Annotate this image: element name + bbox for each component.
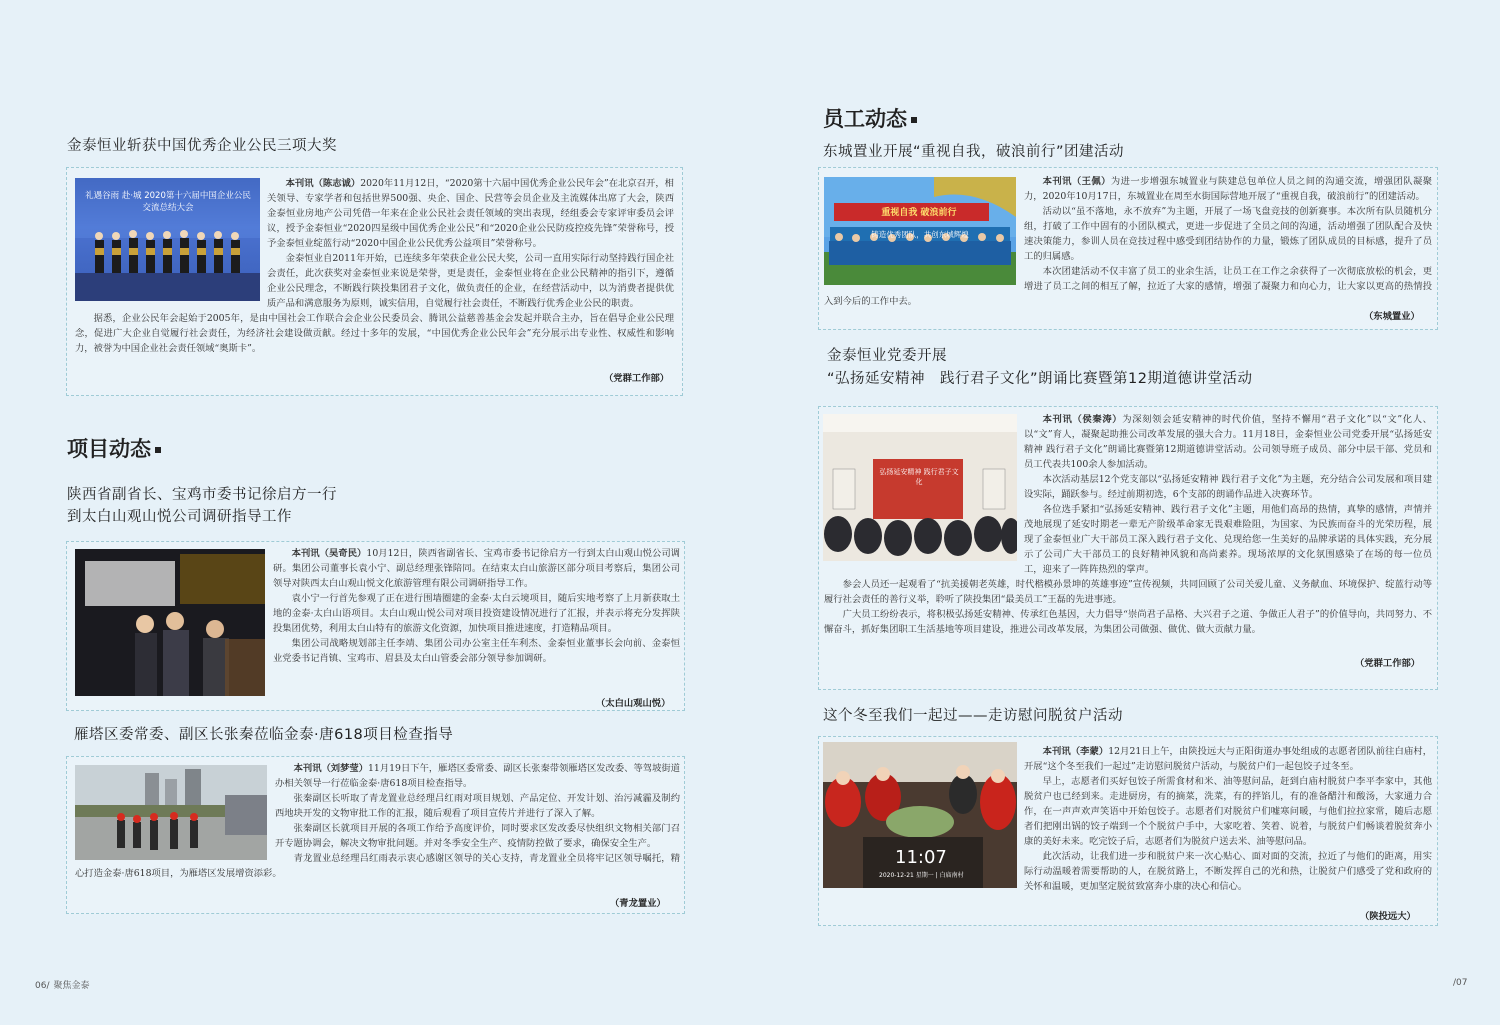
article-title: 雁塔区委常委、副区长张秦莅临金泰·唐618项目检查指导 xyxy=(74,727,454,743)
paragraph: 为进一步增强东城置业与陕建总包单位人员之间的沟通交流，增强团队凝聚力，2020年10月17日，东城置业在周至水街国际营地开展了“重视自我，破浪前行”的团建活动。 xyxy=(1024,176,1432,202)
paragraph: 据悉，企业公民年会起始于2005年，是由中国社会工作联合会企业公民委员会、腾讯公益慈善基金会发起并联合主办，旨在倡导企业公民理念，促进广大企业自觉履行社会责任，为经济社会建设做贡献。经过十多年的发展，“中国优秀企业公民年会”充分展示出专业性、权威性和影响力，被誉为中国企业社会责任领域“奥斯卡”。 xyxy=(75,313,674,354)
paragraph: 11月19日下午，雁塔区委常委、副区长张秦带领雁塔区发改委、等驾坡街道办相关领导一行莅临金泰·唐618项目检查指导。 xyxy=(275,763,680,789)
article-body xyxy=(824,412,1432,672)
square-bullet-icon xyxy=(911,117,917,123)
article-body xyxy=(75,176,674,388)
page-number: /07 xyxy=(1453,978,1468,988)
photo-time-stamp: 11:07 xyxy=(895,847,947,868)
byline: 本刊讯（李蒙） xyxy=(1042,746,1109,757)
article-body xyxy=(75,761,680,911)
byline: 本刊讯（陈志诚） xyxy=(285,178,361,189)
article-body xyxy=(75,546,680,696)
article-body xyxy=(824,174,1432,324)
photo-banner-text: 礼遇谷雨 赴·城 2020第十六届中国企业公民交流总结大会 xyxy=(85,191,251,213)
source-tag: （陕投远大） xyxy=(1360,911,1416,922)
article-body xyxy=(824,744,1432,924)
byline: 本刊讯（王佩） xyxy=(1042,176,1111,187)
paragraph: 此次活动，让我们进一步和脱贫户来一次心贴心、面对面的交流，拉近了与他们的距离，用实际行动温暖着需要帮助的人，在脱贫路上，不断发挥自己的光和热，让脱贫户们感受了党和政府的关怀和温暖，更加坚定脱贫致富奔小康的决心和信心。 xyxy=(1024,851,1432,892)
paragraph: 10月12日，陕西省副省长、宝鸡市委书记徐启方一行到太白山观山悦公司调研。集团公司董事长袁小宁、副总经理张锋陪同。在结束太白山旅游区部分项目考察后，集团公司领导对陕西太白山观山悦文化旅游管理有限公司调研指导工作。 xyxy=(273,548,680,589)
paragraph: 各位选手紧扣“弘扬延安精神、践行君子文化”主题，用他们高昂的热情，真挚的感情，声情并茂地展现了延安时期老一辈无产阶级革命家无畏艰难险阻，为国家、为民族而奋斗的光荣历程，展现了金泰恒业广大干部员工深入践行君子文化、兑现给您一生美好的品牌承诺的具体实践，充分展示了公司广大干部员工的良好精神风貌和高尚素养。现场浓厚的文化氛围感染了在场的每一位员工，迎来了一阵阵热烈的掌声。 xyxy=(1024,504,1432,575)
page-footer xyxy=(35,978,90,991)
paragraph: 张秦副区长听取了青龙置业总经理吕红雨对项目规划、产品定位、开发计划、治污减霾及制约西地块开发的文物审批工作的汇报，随后观看了项目宣传片并进行了深入了解。 xyxy=(275,793,680,819)
photo-banner-subtext: 铸造优秀团队，共创东城辉煌 xyxy=(871,230,969,239)
paragraph: 参会人员还一起观看了“抗美援朝老英雄，时代楷模孙景坤的英雄事迹”宣传视频，共同回顾了公司关爱儿童、义务献血、环境保护、绽蓝行动等履行社会责任的善行义举，聆听了陕投集团“最美员工”王磊的先进事迹。 xyxy=(824,579,1432,605)
source-tag: （党群工作部） xyxy=(1355,658,1421,669)
source-tag: （党群工作部） xyxy=(604,373,670,384)
photo-banner-text: 重视自我 破浪前行 xyxy=(881,208,957,218)
article-title: 这个冬至我们一起过——走访慰问脱贫户活动 xyxy=(823,708,1123,724)
paragraph: 金泰恒业自2011年开始，已连续多年荣获企业公民大奖，公司一直用实际行动坚持践行国企社会责任，此次获奖对金泰恒业来说是荣誉，更是责任，金泰恒业将在企业公民精神的指引下，遵循企业公民理念，不断践行陕投集团君子文化，做负责任的企业，在经营活动中，以为消费者提供优质产品和满意服务为原则，诚实信用，自觉履行社会责任，不断践行优秀企业公民的职责。 xyxy=(267,253,674,309)
article-title-line1: 陕西省副省长、宝鸡市委书记徐启方一行 xyxy=(67,487,337,503)
photo-banner-text: 弘扬延安精神 践行君子文化 xyxy=(879,468,959,486)
source-tag: （太白山观山悦） xyxy=(596,698,671,709)
page-number: 06/ xyxy=(35,981,50,991)
paragraph: 活动以“虽不落地，永不放弃”为主题，开展了一场飞盘竞技的创新赛事。本次所有队员随机分组，打破了工作中固有的小团队模式，更进一步促进了全员之间的沟通，活动增强了团队配合及快速决策能力，参训人员在竞技过程中感受到团结协作的力量，锻炼了团队成员的目标感，提升了员工的归属感。 xyxy=(1024,206,1432,262)
section-title xyxy=(67,433,161,463)
square-bullet-icon xyxy=(155,447,161,453)
paragraph: 张秦副区长就项目开展的各项工作给予高度评价，同时要求区发改委尽快组织文物相关部门召开专题协调会，解决文物审批问题。并对冬季安全生产、疫情防控做了要求，确保安全生产。 xyxy=(275,823,680,849)
article-title: 金泰恒业斩获中国优秀企业公民三项大奖 xyxy=(67,138,337,154)
paragraph: 青龙置业总经理吕红雨表示衷心感谢区领导的关心支持，青龙置业全员将牢记区领导嘱托，精心打造金泰·唐618项目，为雁塔区发展增资添彩。 xyxy=(75,853,680,879)
article-title: 东城置业开展“重视自我，破浪前行”团建活动 xyxy=(823,144,1125,160)
paragraph: 2020年11月12日，“2020第十六届中国优秀企业公民年会”在北京召开，相关领导、专家学者和包括世界500强、央企、国企、民营等会员企业及主流媒体出席了大会，陕西金泰恒业房地产公司凭借一年来在企业公民社会责任领域的突出表现，经组委会专家评审委员会评议，授予金泰恒业“2020四星级中国优秀企业公民”和“2020企业公民防疫控疫先锋”荣誉称号，授予金泰恒业绽蓝行动“2020中国企业公民优秀公益项目”荣誉称号。 xyxy=(267,178,674,249)
photo-date-stamp: 2020-12-21 星期一 | 白庙南村 xyxy=(879,872,964,879)
section-title-text: 项目动态 xyxy=(67,437,151,461)
section-title-text: 员工动态 xyxy=(823,107,907,131)
paragraph: 本次团建活动不仅丰富了员工的业余生活，让员工在工作之余获得了一次彻底放松的机会，更增进了员工之间的相互了解，拉近了大家的感情，增强了凝聚力和向心力，让大家以更高的热情投入到今后的工作中去。 xyxy=(824,266,1432,307)
byline: 本刊讯（吴奇民） xyxy=(291,548,367,559)
right-page xyxy=(750,0,1500,1025)
byline: 本刊讯（侯秦涛） xyxy=(1042,414,1123,425)
footer-label: 聚焦金泰 xyxy=(53,981,90,991)
paragraph: 集团公司战略规划部主任李靖、集团公司办公室主任车利杰、金泰恒业董事长会向前、金泰恒业党委书记肖镇、宝鸡市、眉县及太白山管委会部分领导参加调研。 xyxy=(273,638,680,664)
article-title-line2: “弘扬延安精神 践行君子文化”朗诵比赛暨第12期道德讲堂活动 xyxy=(827,371,1253,387)
byline: 本刊讯（刘梦莹） xyxy=(293,763,368,774)
section-title xyxy=(823,103,917,133)
paragraph: 广大员工纷纷表示，将积极弘扬延安精神、传承红色基因，大力倡导“崇尚君子品格、大兴君子之道、争做正人君子”的价值导向，共同努力、不懈奋斗，抓好集团职工生活基地等项目建设，推进公司改革发展，为集团公司做强、做优、做大贡献力量。 xyxy=(824,609,1432,635)
paragraph: 袁小宁一行首先参观了正在进行围墙圈建的金泰·太白云境项目，随后实地考察了上月新获取土地的金泰·太白山语项目。太白山观山悦公司对项目投资建设情况进行了汇报，并表示将充分发挥陕投集团优势，利用太白山特有的旅游文化资源，加快项目推进速度，打造精品项目。 xyxy=(273,593,680,634)
paragraph: 早上，志愿者们买好包饺子所需食材和米、油等慰问品，赶到白庙村脱贫户李平李家中，其他脱贫户也已经到来。走进厨房，有的摘菜，洗菜，有的拌馅儿，有的准备醋汁和酸汤，大家通力合作，在一声声欢声笑语中开始包饺子。志愿者们对脱贫户们嘘寒问暖，与他们拉拉家常，随后志愿者们把刚出锅的饺子端到一个个脱贫户手中，大家吃着、笑着、说着，与脱贫户们畅谈着脱贫奔小康的美好未来。吃完饺子后，志愿者们为脱贫户送去米、油等慰问品。 xyxy=(1024,776,1432,847)
source-tag: （东城置业） xyxy=(1364,311,1420,322)
paragraph: 本次活动基层12个党支部以“弘扬延安精神 践行君子文化”为主题，充分结合公司发展和项目建设实际，踊跃参与。经过前期初选，6个支部的朗诵作品进入决赛环节。 xyxy=(1024,474,1432,500)
article-title-line1: 金泰恒业党委开展 xyxy=(827,348,947,364)
paragraph: 为深刻领会延安精神的时代价值，坚持不懈用“君子文化”以“文”化人、以“文”育人，凝聚起助推公司改革发展的强大合力。11月18日，金泰恒业公司党委开展“弘扬延安精神 践行君子文化”朗诵比赛暨第12期道德讲堂活动。公司领导班子成员、部分中层干部、党员和员工代表共100余人参加活动。 xyxy=(1024,414,1432,470)
paragraph: 12月21日上午，由陕投远大与正阳街道办事处组成的志愿者团队前往白庙村，开展“这个冬至我们一起过”走访慰问脱贫户活动，与脱贫户们一起包饺子过冬至。 xyxy=(1024,746,1432,772)
article-title-line2: 到太白山观山悦公司调研指导工作 xyxy=(67,509,292,525)
source-tag: （青龙置业） xyxy=(610,898,666,909)
